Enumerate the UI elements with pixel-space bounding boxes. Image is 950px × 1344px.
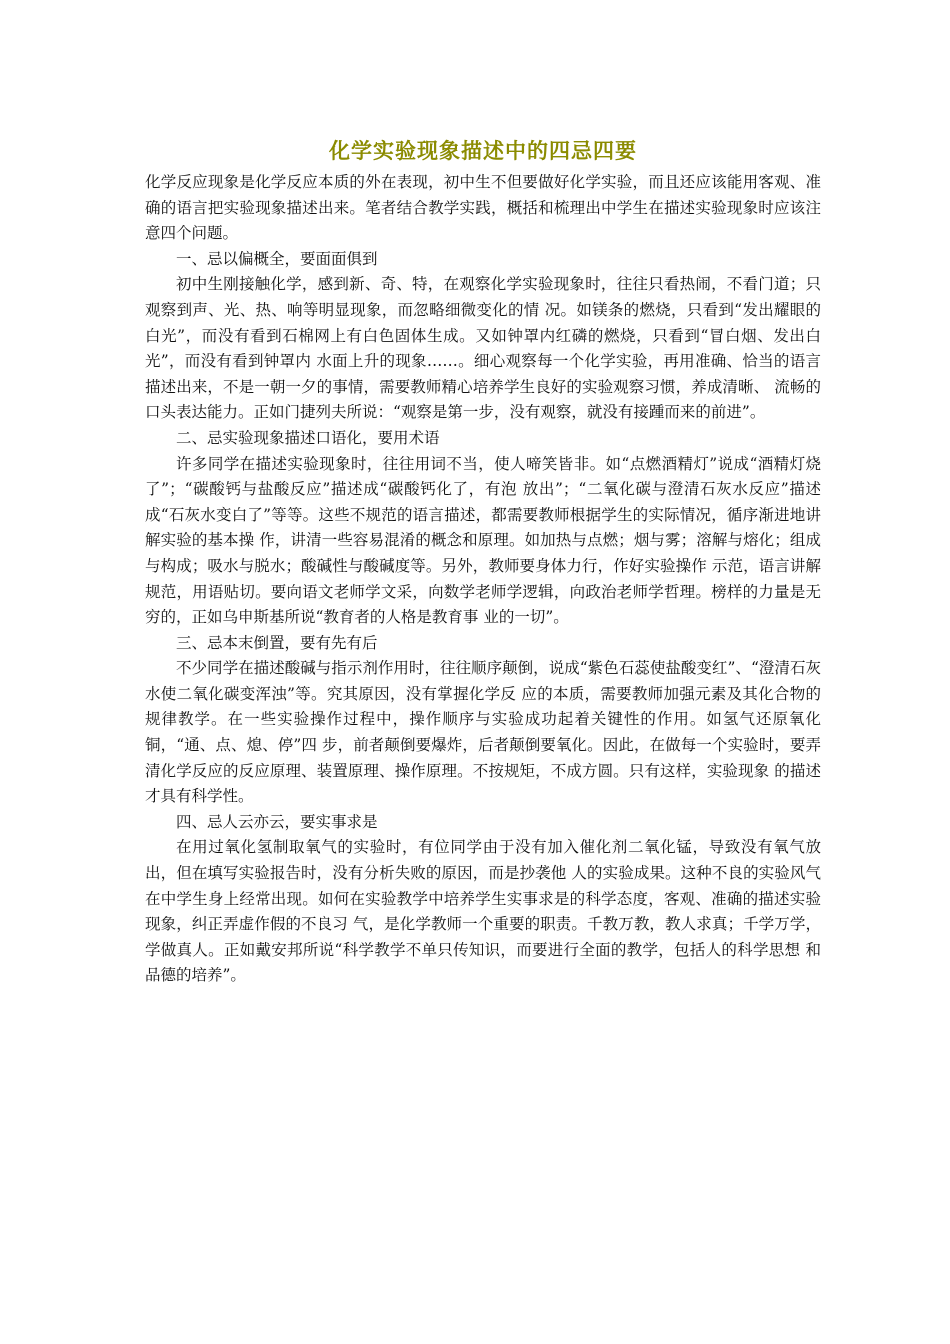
paragraph-section-3: 不少同学在描述酸碱与指示剂作用时，往往顺序颠倒，说成“紫色石蕊使盐酸变红”、“澄清石灰水使二氧化碳变浑浊”等。究其原因，没有掌握化学反 应的本质，需要教师加强元素及其化合物的规律教学。在一些实验操作过程中，操作顺序与实验成功起着关键性的作用。如氢气还原氧化铜，“通、点、熄、停”四 步，前者颠倒要爆炸，后者颠倒要氧化。因此，在做每一个实验时，要弄清化学反应的反应原理、装置原理、操作原理。不按规矩，不成方圆。只有这样，实验现象 的描述才具有科学性。 [145, 659, 821, 806]
paragraph-section-1: 初中生刚接触化学，感到新、奇、特，在观察化学实验现象时，往往只看热闹，不看门道；只观察到声、光、热、响等明显现象，而忽略细微变化的情 况。如镁条的燃烧，只看到“发出耀眼的白光”，而没有看到石棉网上有白色固体生成。又如钟罩内红磷的燃烧，只看到“冒白烟、发出白光”，而没有看到钟罩内 水面上升的现象……。细心观察每一个化学实验，再用准确、恰当的语言描述出来，不是一朝一夕的事情，需要教师精心培养学生良好的实验观察习惯，养成清晰、 流畅的口头表达能力。正如门捷列夫所说：“观察是第一步，没有观察，就没有接踵而来的前进”。 [145, 275, 821, 422]
paragraph-section-4: 在用过氧化氢制取氧气的实验时，有位同学由于没有加入催化剂二氧化锰，导致没有氧气放出，但在填写实验报告时，没有分析失败的原因，而是抄袭他 人的实验成果。这种不良的实验风气在中学生身上经常出现。如何在实验教学中培养学生实事求是的科学态度，客观、准确的描述实验现象，纠正弄虚作假的不良习 气，是化学教师一个重要的职责。千教万教，教人求真；千学万学，学做真人。正如戴安邦所说“科学教学不单只传知识，而要进行全面的教学，包括人的科学思想 和品德的培养”。 [145, 838, 821, 985]
document-body [145, 170, 821, 989]
document-title: 化学实验现象描述中的四忌四要 [329, 139, 637, 163]
section-heading-2: 二、忌实验现象描述口语化，要用术语 [176, 428, 440, 447]
paragraph-section-2: 许多同学在描述实验现象时，往往用词不当，使人啼笑皆非。如“点燃酒精灯”说成“酒精灯烧了”；“碳酸钙与盐酸反应”描述成“碳酸钙化了，有泡 放出”；“二氧化碳与澄清石灰水反应”描述成“石灰水变白了”等等。这些不规范的语言描述，都需要教师根据学生的实际情况，循序渐进地讲解实验的基本操 作，讲清一些容易混淆的概念和原理。如加热与点燃；烟与雾；溶解与熔化；组成与构成；吸水与脱水；酸碱性与酸碱度等。另外，教师要身体力行，作好实验操作 示范，语言讲解规范，用语贴切。要向语文老师学文采，向数学老师学逻辑，向政治老师学哲理。榜样的力量是无穷的，正如乌申斯基所说“教育者的人格是教育事 业的一切”。 [145, 454, 821, 627]
section-heading-1: 一、忌以偏概全，要面面俱到 [176, 249, 378, 268]
document-page [145, 134, 821, 989]
section-heading-3: 三、忌本末倒置，要有先有后 [176, 633, 378, 652]
paragraph-intro: 化学反应现象是化学反应本质的外在表现，初中生不但要做好化学实验，而且还应该能用客观、准确的语言把实验现象描述出来。笔者结合教学实践，概括和梳理出中学生在描述实验现象时应该注意四个问题。 [145, 173, 821, 243]
section-heading-4: 四、忌人云亦云，要实事求是 [176, 812, 378, 831]
